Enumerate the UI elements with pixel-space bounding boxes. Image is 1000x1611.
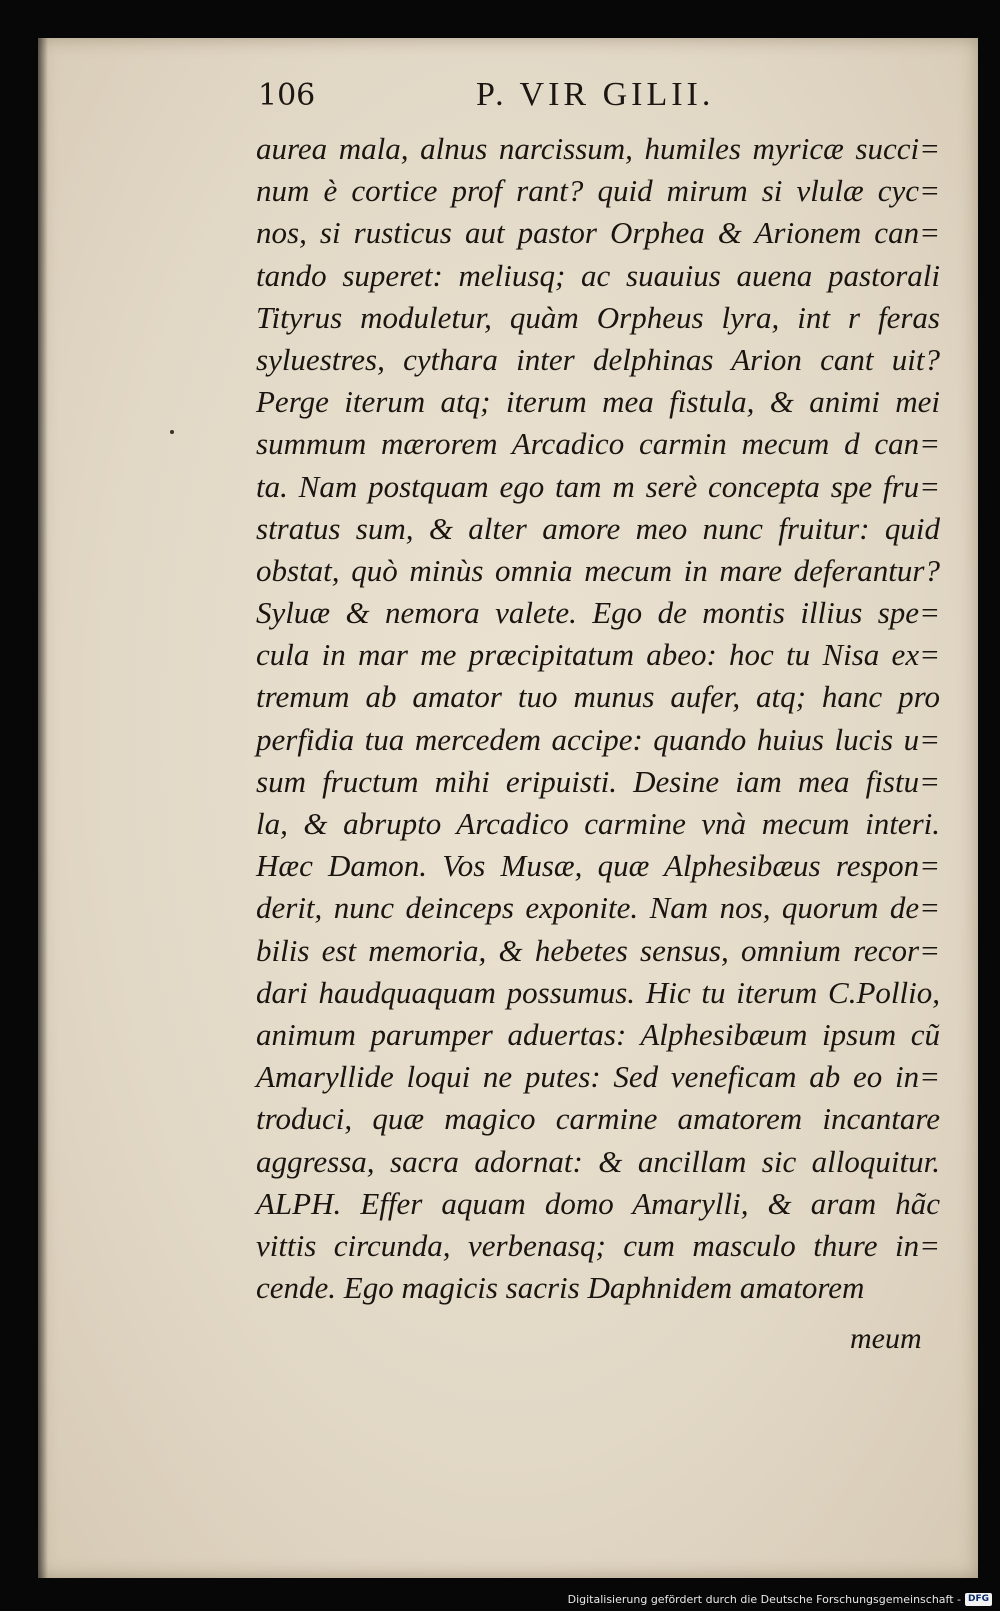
text-line: bilis est memoria, & hebetes sensus, omnium recor=	[256, 932, 940, 968]
text-line: tremum ab amator tuo munus aufer, atq; hanc pro	[256, 679, 940, 715]
page-number: 106	[258, 78, 316, 113]
text-line: vittis circunda, verbenasq; cum masculo thure in=	[256, 1227, 940, 1263]
text-line: dari haudquaquam possumus. Hic tu iterum C.Pollio,	[256, 974, 940, 1010]
running-head: P. VIR GILII.	[476, 76, 715, 113]
catchword: meum	[850, 1322, 922, 1355]
spine-shadow	[38, 38, 48, 1578]
text-line: ALPH. Effer aquam domo Amarylli, & aram hãc	[256, 1185, 940, 1221]
text-block	[256, 128, 940, 1309]
text-line: syluestres, cythara inter delphinas Arion cant uit?	[256, 341, 940, 377]
dfg-logo: DFG	[965, 1593, 992, 1606]
text-line: animum parumper aduertas: Alphesibæum ipsum cũ	[256, 1016, 940, 1052]
margin-mark	[170, 430, 174, 434]
text-line: Tityrus moduletur, quàm Orpheus lyra, int r feras	[256, 299, 940, 335]
text-line: Hæc Damon. Vos Musæ, quæ Alphesibæus respon=	[256, 848, 940, 884]
text-line: cende. Ego magicis sacris Daphnidem amatorem	[256, 1270, 865, 1306]
text-line: Perge iterum atq; iterum mea fistula, & animi mei	[256, 384, 940, 420]
text-line: la, & abrupto Arcadico carmine vnà mecum interi.	[256, 806, 940, 841]
text-line: stratus sum, & alter amore meo nunc fruitur: quid	[256, 510, 940, 546]
text-line: cula in mar me præcipitatum abeo: hoc tu Nisa ex=	[256, 637, 940, 673]
page-header	[258, 72, 778, 120]
text-line: nos, si rusticus aut pastor Orphea & Arionem can=	[256, 215, 940, 251]
text-line: troduci, quæ magico carmine amatorem incantare	[256, 1101, 940, 1137]
text-line: Amaryllide loqui ne putes: Sed veneficam ab eo in=	[256, 1059, 940, 1095]
text-line: Syluæ & nemora valete. Ego de montis illius spe=	[256, 595, 940, 631]
text-line: num è cortice prof rant? quid mirum si vlulæ cyc=	[256, 173, 940, 209]
text-line: sum fructum mihi eripuisti. Desine iam mea fistu=	[256, 763, 940, 799]
text-line: derit, nunc deinceps exponite. Nam nos, quorum de=	[256, 890, 940, 926]
digitization-footer	[568, 1591, 992, 1607]
text-line: obstat, quò minùs omnia mecum in mare deferantur?	[256, 552, 940, 588]
text-line: tando superet: meliusq; ac suauius auena pastorali	[256, 257, 940, 293]
text-line: aggressa, sacra adornat: & ancillam sic alloquitur.	[256, 1143, 940, 1179]
text-line: ta. Nam postquam ego tam m serè concepta spe fru=	[256, 468, 940, 504]
footer-credit: Digitalisierung gefördert durch die Deutsche Forschungsgemeinschaft -	[567, 1592, 961, 1606]
text-line: summum mærorem Arcadico carmin mecum d can=	[256, 426, 940, 462]
text-line: perfidia tua mercedem accipe: quando huius lucis u=	[256, 721, 940, 757]
text-line: aurea mala, alnus narcissum, humiles myricæ succi=	[256, 131, 940, 166]
